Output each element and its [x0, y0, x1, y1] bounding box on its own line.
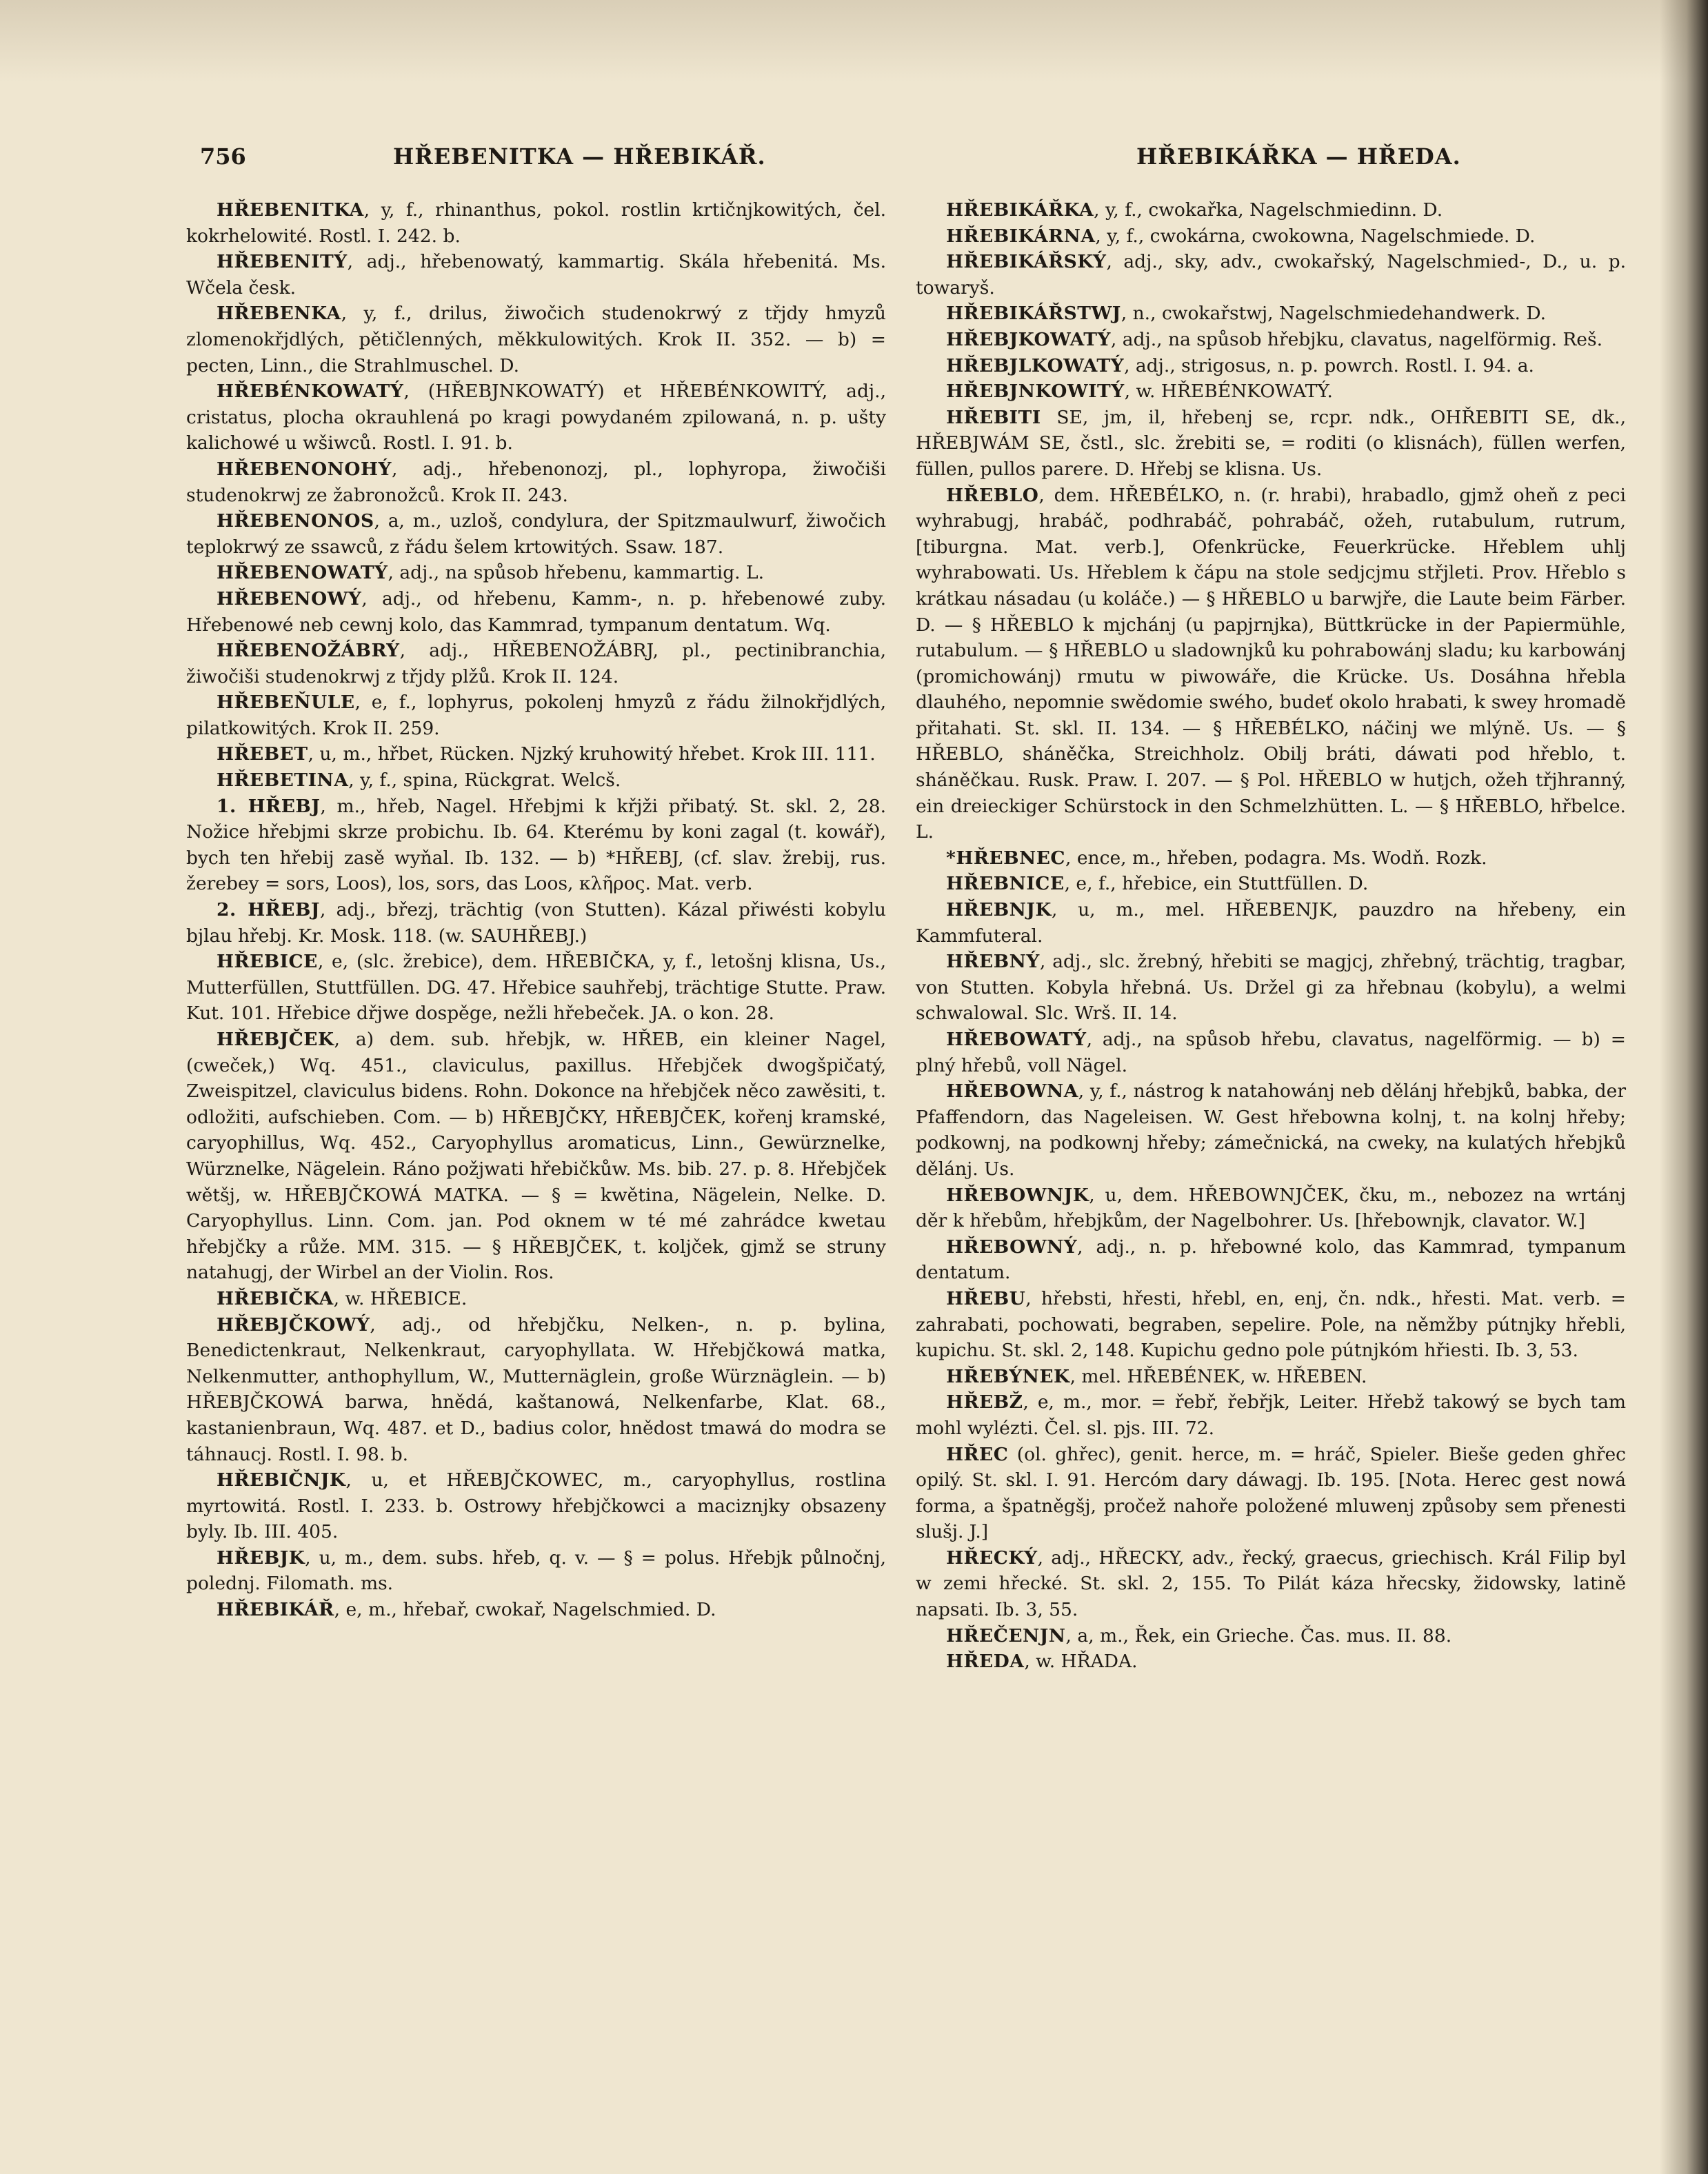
entry-definition: , a, m., uzloš, condylura, der Spitzmaulwurf, žiwočich teplokrwý ze ssawců, z řádu šelem krtowitých. Ssaw. 187.	[186, 510, 886, 558]
entry-headword: HŘEBENONOHÝ	[217, 458, 392, 480]
entry-headword: HŘEBITI	[946, 406, 1041, 428]
entry-headword: HŘEBOWNJK	[946, 1184, 1089, 1206]
entry-definition: , e, f., hřebice, ein Stuttfüllen. D.	[1064, 873, 1369, 895]
entry-definition: , adj., HŘECKY, adv., řecký, graecus, griechisch. Král Filip byl w zemi hřecké. St. skl. 2, 155. To Pilát káza hřecsky, židowsky, latině napsati. Ib. 3, 55.	[916, 1547, 1626, 1621]
entry-definition: , w. HŘEBICE.	[333, 1287, 468, 1309]
entry-definition: , w. HŘADA.	[1024, 1651, 1138, 1673]
entry-headword: HŘEBOWATÝ	[946, 1029, 1087, 1050]
dictionary-entry	[186, 949, 886, 1027]
entry-headword: HŘEBÝNEK	[946, 1365, 1070, 1387]
entry-definition: , y, f., rhinanthus, pokol. rostlin krtičnjkowitých, čel. kokrhelowité. Rostl. I. 242. b.	[186, 199, 886, 247]
entry-headword: HŘEBETINA	[217, 769, 349, 792]
dictionary-entry	[186, 508, 886, 560]
dictionary-entry	[186, 638, 886, 690]
entry-definition: , u, m., hřbet, Rücken. Njzký kruhowitý hřebet. Krok III. 111.	[308, 743, 876, 765]
entry-headword: HŘEBJNKOWITÝ	[946, 381, 1125, 403]
entry-headword: HŘEBNJK	[946, 899, 1052, 921]
dictionary-entry	[186, 197, 886, 249]
dictionary-entry	[916, 223, 1626, 250]
entry-definition: , y, f., nástrog k natahowánj neb dělánj hřebjků, babka, der Pfaffendorn, das Nageleisen. W. Gest hřebowna kolnj, t. na kolnj hřeby; podkownj, na podkownj hřeby; zámečnická, na cweky, na kulatých hřebjků dělánj. Us.	[916, 1080, 1626, 1180]
dictionary-entry	[916, 1389, 1626, 1441]
dictionary-entry	[916, 353, 1626, 379]
dictionary-entry	[916, 379, 1626, 405]
entry-headword: HŘEČENJN	[946, 1624, 1066, 1647]
dictionary-entry	[916, 949, 1626, 1027]
entry-headword: HŘEBENOŽÁBRÝ	[217, 640, 400, 662]
entry-headword: HŘECKÝ	[946, 1547, 1038, 1569]
dictionary-entry	[186, 586, 886, 638]
entry-headword: HŘEBOWNA	[946, 1080, 1078, 1103]
entry-definition: , y, f., cwokárna, cwokowna, Nagelschmiede. D.	[1095, 225, 1536, 247]
entry-definition: , adj., strigosus, n. p. powrch. Rostl. I. 94. a.	[1124, 354, 1534, 376]
dictionary-entry	[186, 1467, 886, 1545]
entry-definition: , hřebsti, hřesti, hřebl, en, enj, čn. ndk., hřesti. Mat. verb. = zahrabati, pochowati, begraben, sepelire. Pole, na němžby pútnjky hřebli, kupichu. St. skl. 2, 148. Kupichu gedno pole pútnjkóm hřiesti. Ib. 3, 53.	[916, 1287, 1626, 1362]
entry-headword: HŘEBU	[946, 1287, 1026, 1309]
dictionary-entry	[916, 1545, 1626, 1623]
entry-headword: HŘEBEŇULE	[217, 692, 355, 714]
entry-headword: HŘEBIKÁRNA	[946, 225, 1096, 247]
dictionary-entry	[186, 249, 886, 301]
dictionary-entry	[186, 690, 886, 741]
entry-headword: HŘEC	[946, 1443, 1009, 1465]
dictionary-entry	[186, 456, 886, 508]
entry-headword: HŘEBET	[217, 743, 308, 765]
dictionary-entry	[916, 1623, 1626, 1649]
dictionary-entry	[186, 897, 886, 949]
entry-definition: , adj., od hřebenu, Kamm-, n. p. hřebenowé zuby. Hřebenowé neb cewnj kolo, das Kammrad, tympanum dentatum. Wq.	[186, 587, 886, 636]
entry-definition: , w. HŘEBÉNKOWATÝ.	[1124, 381, 1333, 403]
entry-headword: HŘEBIKÁŘSKÝ	[946, 251, 1107, 273]
entry-headword: HŘEBIČNJK	[217, 1469, 346, 1491]
running-header-left: HŘEBENITKA — HŘEBIKÁŘ.	[393, 143, 766, 170]
entry-definition: , dem. HŘEBÉLKO, n. (r. hrabi), hrabadlo, gjmž oheň z peci wyhrabugj, hrabáč, podhrabáč, pohrabáč, ožeh, rutabulum, rutrum, [tiburgna. Mat. verb.], Ofenkrücke, Feuerkrücke. Hřeblem uhlj wyhrabowati. Us. Hřeblem k čápu na stole sedjcjmu střjleti. Prov. Hřeblo s krátkau násadau (u koláče.) — § HŘEBLO u barwjře, die Laute beim Färber. D. — § HŘEBLO k mjchánj (u papjrnjka), Büttkrücke in der Papiermühle, rutabulum. — § HŘEBLO u sladownjků ku pohrabowánj sladu; ku karbowánj (promichowánj) rmutu w piwowáře, die Krücke. Us. Dosáhna hřebla dlauhého, nepomnie swědomie swého, budeť okolo hrabati, k swey hromadě přitahati. St. skl. II. 134. — § HŘEBÉLKO, náčinj we mlýně. Us. — § HŘEBLO, sháněčka, Streichholz. Obilj bráti, dáwati pod hřeblo, t. sháněčkau. Rusk. Praw. I. 207. — § Pol. HŘEBLO w hutjch, ožeh třjhranný, ein dreieckiger Schürstock in den Schmelzhütten. L. — § HŘEBLO, hřbelce. L.	[916, 484, 1626, 843]
entry-definition: , a) dem. sub. hřebjk, w. HŘEB, ein kleiner Nagel, (cweček,) Wq. 451., claviculus, paxillus. Hřebjček dwogšpičatý, Zweispitzel, claviculus bidens. Rohn. Dokonce na hřebjček něco zawěsiti, t. odložiti, aufschieben. Com. — b) HŘEBJČKY, HŘEBJČEK, kořenj kramské, caryophillus, Wq. 452., Caryophyllus aromaticus, Linn., Gewürznelke, Würznelke, Nägelein. Ráno požjwati hřebičkůw. Ms. bib. 27. p. 8. Hřebjček wětšj, w. HŘEBJČKOWÁ MATKA. — § = kwětina, Nägelein, Nelke. D. Caryophyllus. Linn. Com. jan. Pod oknem w té mé zahrádce kwetau hřebjčky a růže. MM. 315. — § HŘEBJČEK, t. koljček, gjmž se struny natahugj, der Wirbel an der Violin. Ros.	[186, 1029, 886, 1284]
entry-definition: , adj., HŘEBENOŽÁBRJ, pl., pectinibranchia, žiwočiši studenokrwj z třjdy plžů. Krok II. 124.	[186, 640, 886, 687]
dictionary-entry	[186, 560, 886, 586]
entry-definition: , u, dem. HŘEBOWNJČEK, čku, m., nebozez na wrtánj děr k hřebům, hřebjkům, der Nagelbohrer. Us. [hřebownjk, clavator. W.]	[916, 1184, 1626, 1232]
entry-definition: , adj., n. p. hřebowné kolo, das Kammrad, tympanum dentatum.	[916, 1236, 1626, 1284]
entry-headword: HŘEBLO	[946, 484, 1039, 506]
entry-definition: , adj., na spůsob hřebu, clavatus, nagelförmig. — b) = plný hřebů, voll Nägel.	[916, 1029, 1626, 1076]
dictionary-entry	[916, 1442, 1626, 1545]
dictionary-entry	[916, 483, 1626, 845]
entry-headword: HŘEBNICE	[946, 873, 1065, 895]
entry-headword: HŘEBICE	[217, 951, 318, 973]
entry-definition: , adj., na spůsob hřebenu, kammartig. L.	[388, 562, 765, 584]
dictionary-entry	[186, 379, 886, 456]
entry-definition: , mel. HŘEBÉNEK, w. HŘEBEN.	[1069, 1365, 1367, 1387]
dictionary-entry	[186, 794, 886, 897]
entry-definition: SE, jm, il, hřebenj se, rcpr. ndk., OHŘEBITI SE, dk., HŘEBJWÁM SE, čstl., slc. žrebiti se, = roditi (o klisnách), füllen werfen, füllen, pullos parere. D. Hřebj se klisna. Us.	[916, 406, 1626, 480]
dictionary-entry	[916, 197, 1626, 223]
dictionary-entry	[916, 1286, 1626, 1364]
entry-definition: , u, m., mel. HŘEBENJK, pauzdro na hřebeny, ein Kammfuteral.	[916, 899, 1626, 947]
entry-definition: , u, m., dem. subs. hřeb, q. v. — § = polus. Hřebjk půlnočnj, polednj. Filomath. ms.	[186, 1547, 886, 1595]
dictionary-entry	[916, 1649, 1626, 1675]
entry-definition: , e, m., hřebař, cwokař, Nagelschmied. D.	[334, 1599, 716, 1621]
entry-headword: 2. HŘEBJ	[217, 899, 320, 921]
dictionary-entry	[186, 1027, 886, 1286]
entry-definition: , u, et HŘEBJČKOWEC, m., caryophyllus, rostlina myrtowitá. Rostl. I. 233. b. Ostrowy hřebjčkowci a maciznjky obsazeny byly. Ib. III. 405.	[186, 1469, 886, 1543]
dictionary-entry	[186, 1597, 886, 1623]
dictionary-entry	[916, 845, 1626, 872]
entry-headword: HŘEBIKÁŘKA	[946, 199, 1094, 221]
entry-headword: HŘEBIKÁŘ	[217, 1599, 334, 1621]
entry-headword: HŘEBIKÁŘSTWJ	[946, 303, 1121, 325]
entry-headword: HŘEBOWNÝ	[946, 1236, 1078, 1258]
entry-headword: HŘEBENOWÝ	[217, 587, 362, 610]
entry-headword: HŘEBENONOS	[217, 510, 374, 532]
entry-definition: (ol. ghřec), genit. herce, m. = hráč, Spieler. Bieše geden ghřec opilý. St. skl. I. 91. Hercóm dary dáwagj. Ib. 195. [Nota. Herec gest nowá forma, a špatněgšj, pročež nahoře položené mluwenj způsoby sem přenesti slušj. J.]	[916, 1443, 1626, 1543]
entry-definition: , n., cwokařstwj, Nagelschmiedehandwerk. D.	[1121, 303, 1547, 325]
entry-headword: HŘEBJKOWATÝ	[946, 328, 1111, 350]
entry-headword: HŘEBŽ	[946, 1391, 1023, 1413]
entry-headword: HŘEBJČKOWÝ	[217, 1314, 370, 1336]
entry-definition: , adj., slc. žrebný, hřebiti se magjcj, zhřebný, trächtig, tragbar, von Stutten. Kobyla hřebná. Us. Držel gi za hřebnau (kobylu), a welmi schwalowal. Slc. Wrš. II. 14.	[916, 951, 1626, 1025]
entry-headword: HŘEBENITÝ	[217, 251, 348, 273]
entry-headword: HŘEBIČKA	[217, 1287, 334, 1309]
entry-headword: HŘEBÉNKOWATÝ	[217, 381, 404, 403]
dictionary-entry	[916, 1078, 1626, 1182]
running-header-right: HŘEBIKÁŘKA — HŘEDA.	[1136, 143, 1461, 170]
entry-definition: , adj., od hřebjčku, Nelken-, n. p. bylina, Benedictenkraut, Nelkenkraut, caryophyllata. W. Hřebjčkowá matka, Nelkenmutter, anthophyllum, W., Mutternäglein, große Würznäglein. — b) HŘEBJČKOWÁ barwa, hnědá, kaštanowá, Nelkenfarbe, Klat. 68., kastanienbraun, Wq. 487. et D., badius color, hnědost tmawá do modra se táhnaucj. Rostl. I. 98. b.	[186, 1314, 886, 1465]
left-column	[186, 197, 886, 1623]
dictionary-entry	[186, 301, 886, 379]
dictionary-entry	[916, 897, 1626, 949]
entry-definition: , (HŘEBJNKOWATÝ) et HŘEBÉNKOWITÝ, adj., cristatus, plocha okrauhlená po kragi powydaném zpilowaná, n. p. ušty kalichowé u wšiwců. Rostl. I. 91. b.	[186, 381, 886, 454]
entry-definition: , adj., hřebenowatý, kammartig. Skála hřebenitá. Ms. Wčela česk.	[186, 251, 886, 299]
dictionary-entry	[916, 871, 1626, 897]
entry-definition: , a, m., Řek, ein Grieche. Čas. mus. II. 88.	[1065, 1624, 1452, 1647]
dictionary-entry	[186, 1312, 886, 1468]
dictionary-entry	[916, 327, 1626, 353]
entry-definition: , e, m., mor. = řebř, řebřjk, Leiter. Hřebž takowý se bych tam mohl wylézti. Čel. sl. pjs. III. 72.	[916, 1391, 1626, 1439]
entry-definition: , y, f., drilus, žiwočich studenokrwý z třjdy hmyzů zlomenokřjdlých, pětičlenných, měkkulowitých. Krok II. 352. — b) = pecten, Linn., die Strahlmuschel. D.	[186, 303, 886, 376]
entry-definition: , ence, m., hřeben, podagra. Ms. Wodň. Rozk.	[1065, 847, 1487, 869]
entry-definition: , adj., hřebenonozj, pl., lophyropa, žiwočiši studenokrwj ze žabronožců. Krok II. 243.	[186, 458, 886, 506]
dictionary-entry	[916, 249, 1626, 301]
entry-headword: HŘEBJK	[217, 1547, 305, 1569]
entry-definition: , adj., březj, trächtig (von Stutten). Kázal přiwésti kobylu bjlau hřebj. Kr. Mosk. 118. (w. SAUHŘEBJ.)	[186, 899, 886, 947]
dictionary-entry	[916, 301, 1626, 327]
dictionary-entry	[916, 405, 1626, 483]
entry-definition: , y, f., spina, Rückgrat. Welcš.	[348, 769, 621, 792]
dictionary-entry	[916, 1364, 1626, 1390]
entry-headword: HŘEBENITKA	[217, 199, 364, 221]
entry-definition: , e, (slc. žrebice), dem. HŘEBIČKA, y, f., letošnj klisna, Us., Mutterfüllen, Stuttfüllen. DG. 47. Hřebice sauhřebj, trächtige Stutte. Praw. Kut. 101. Hřebice dřjwe dospěge, nežli hřebeček. JA. o kon. 28.	[186, 951, 886, 1025]
entry-headword: HŘEBJČEK	[217, 1029, 334, 1050]
page-number: 756	[200, 143, 246, 170]
entry-headword: HŘEDA	[946, 1651, 1025, 1673]
dictionary-entry	[186, 1286, 886, 1312]
entry-definition: , e, f., lophyrus, pokolenj hmyzů z řádu žilnokřjdlých, pilatkowitých. Krok II. 259.	[186, 692, 886, 739]
entry-definition: , adj., na spůsob hřebjku, clavatus, nagelförmig. Reš.	[1110, 328, 1602, 350]
entry-headword: HŘEBNÝ	[946, 951, 1040, 973]
entry-headword: *HŘEBNEC	[946, 847, 1066, 869]
entry-headword: HŘEBJLKOWATÝ	[946, 354, 1125, 376]
dictionary-entry	[916, 1027, 1626, 1078]
dictionary-entry	[916, 1234, 1626, 1286]
entry-definition: , m., hřeb, Nagel. Hřebjmi k křjži přibatý. St. skl. 2, 28. Nožice hřebjmi skrze probichu. Ib. 64. Kterému by koni zagal (t. kowář), bych ten hřebij zasě wyňal. Ib. 132. — b) *HŘEBJ, (cf. slav. žrebij, rus. žerebey = sors, Loos), los, sors, das Loos, κλῆρος. Mat. verb.	[186, 795, 886, 895]
right-column	[916, 197, 1626, 1675]
entry-definition: , adj., sky, adv., cwokařský, Nagelschmied-, D., u. p. towaryš.	[916, 251, 1626, 299]
dictionary-entry	[186, 741, 886, 767]
entry-definition: , y, f., cwokařka, Nagelschmiedinn. D.	[1094, 199, 1443, 221]
entry-headword: HŘEBENOWATÝ	[217, 562, 388, 584]
entry-headword: HŘEBENKA	[217, 303, 341, 325]
dictionary-entry	[186, 1545, 886, 1597]
book-gutter-shadow	[1660, 0, 1708, 2174]
dictionary-entry	[916, 1182, 1626, 1234]
dictionary-entry	[186, 767, 886, 794]
entry-headword: 1. HŘEBJ	[217, 795, 321, 817]
scan-top-shade	[0, 0, 1708, 83]
